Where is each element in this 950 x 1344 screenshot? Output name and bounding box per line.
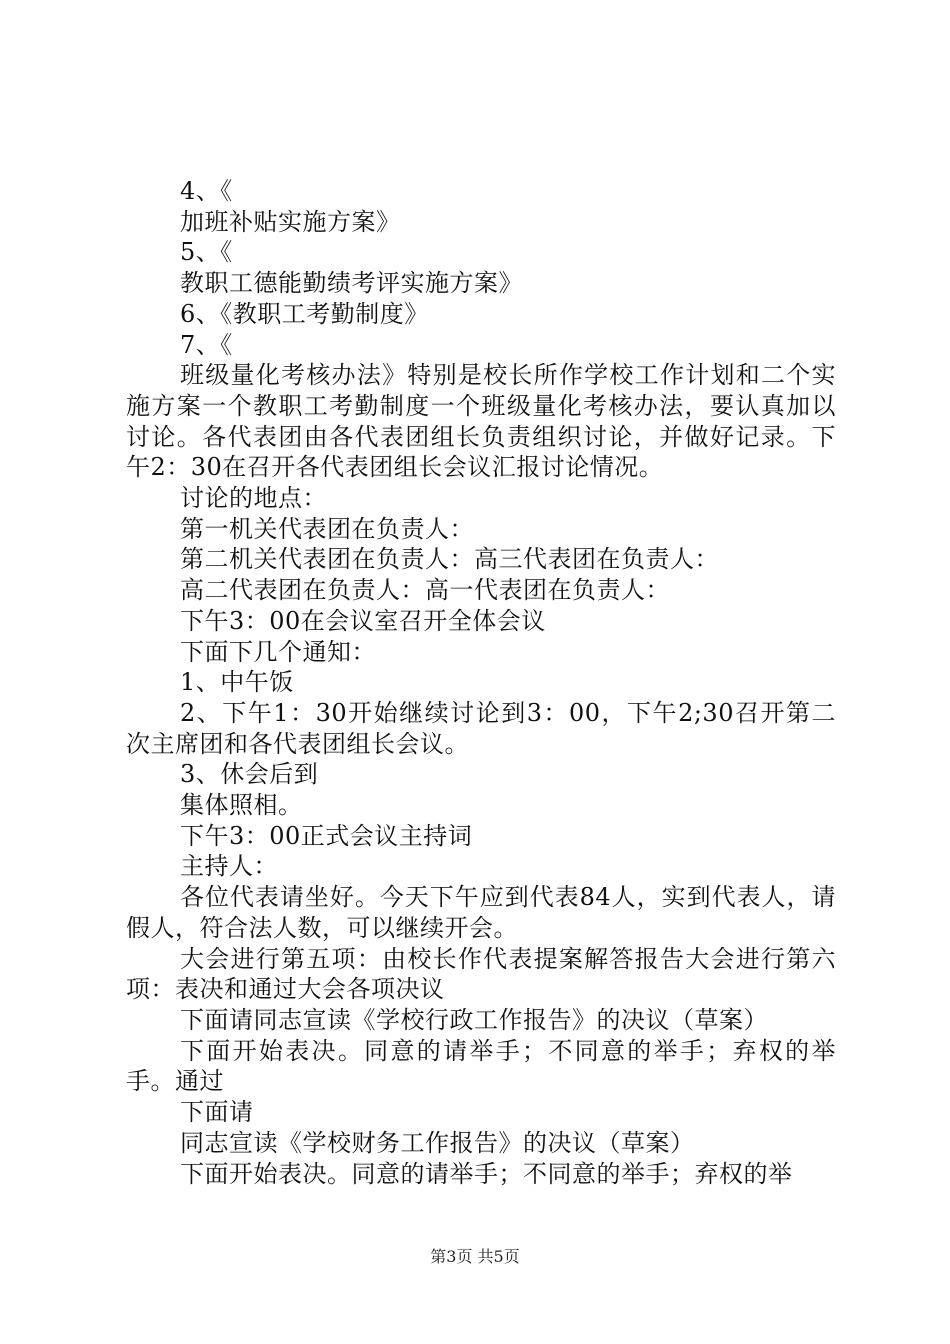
- text-line: 下面请同志宣读《学校行政工作报告》的决议（草案）: [180, 1005, 768, 1034]
- paragraph: 大会进行第五项：由校长作代表提案解答报告大会进行第六项：表决和通过大会各项决议: [126, 944, 836, 1004]
- paragraph: 班级量化考核办法》特别是校长所作学校工作计划和二个实施方案一个教职工考勤制度一个班级量化考核办法，要认真加以讨论。各代表团由各代表团组长负责组织讨论，并做好记录。下午2：30在召开各代表团组长会议汇报讨论情况。: [126, 361, 836, 482]
- text-line: 3、休会后到: [180, 760, 319, 789]
- text-line: 5、《: [180, 238, 233, 267]
- text-line: 主持人：: [180, 852, 278, 881]
- text-line: 7、《: [180, 330, 233, 359]
- paragraph: 下面开始表决。同意的请举手；不同意的举手；弃权的举手。通过: [126, 1036, 836, 1096]
- paragraph: 各位代表请坐好。今天下午应到代表84人，实到代表人，请假人，符合法人数，可以继续开会。: [126, 883, 836, 942]
- text-line: 第一机关代表团在负责人：: [180, 514, 474, 543]
- text-line: 讨论的地点：: [180, 484, 327, 513]
- text-line: 1、中午饭: [180, 668, 294, 697]
- document-body: [126, 176, 836, 1189]
- text-line: 第二机关代表团在负责人：高三代表团在负责人：: [180, 545, 719, 574]
- text-line: 高二代表团在负责人：高一代表团在负责人：: [180, 576, 670, 605]
- paragraph: 2、下午1：30开始继续讨论到3：00，下午2;30召开第二次主席团和各代表团组长会议。: [126, 698, 836, 758]
- text-line: 教职工德能勤绩考评实施方案》: [180, 269, 523, 298]
- text-line: 6、《教职工考勤制度》: [180, 299, 429, 328]
- text-line: 加班补贴实施方案》: [180, 207, 401, 236]
- text-line: 下面下几个通知：: [180, 637, 376, 666]
- page-number: 第3页 共5页: [430, 1247, 520, 1266]
- text-line: 下午3：00在会议室召开全体会议: [180, 606, 546, 635]
- page-footer: [0, 1244, 950, 1267]
- text-line: 下面请: [180, 1098, 254, 1127]
- text-line: 4、《: [180, 177, 233, 205]
- text-line: 集体照相。: [180, 791, 303, 820]
- paragraph: 下面开始表决。同意的请举手；不同意的举手；弃权的举: [180, 1159, 793, 1188]
- text-line: 下午3：00正式会议主持词: [180, 821, 473, 850]
- text-line: 同志宣读《学校财务工作报告》的决议（草案）: [180, 1128, 695, 1157]
